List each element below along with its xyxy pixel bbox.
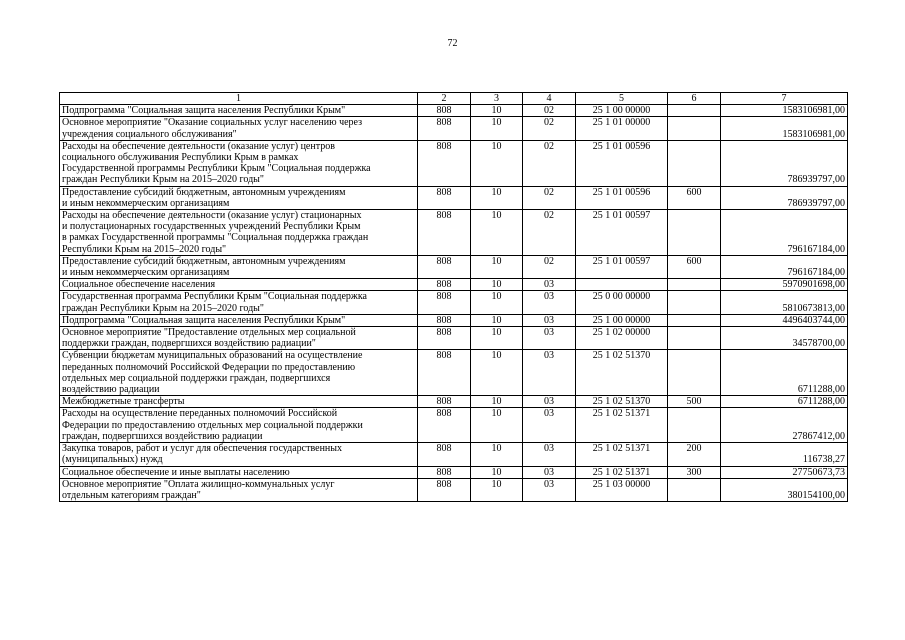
- row-code: 808: [418, 140, 471, 186]
- row-code: 808: [418, 210, 471, 256]
- header-col-3: 3: [471, 93, 523, 105]
- row-subsection: 02: [523, 186, 576, 209]
- row-name: Основное мероприятие "Оказание социальных услуг населению через учреждения социального обслуживания": [60, 117, 418, 140]
- row-subsection: 03: [523, 396, 576, 408]
- row-target-article: 25 1 01 00597: [576, 255, 668, 278]
- row-subsection: 03: [523, 327, 576, 350]
- row-subsection: 03: [523, 279, 576, 291]
- row-code: 808: [418, 350, 471, 396]
- row-expense-type: [668, 140, 721, 186]
- row-expense-type: [668, 105, 721, 117]
- row-subsection: 03: [523, 408, 576, 443]
- row-amount: 1583106981,00: [721, 105, 848, 117]
- row-code: 808: [418, 314, 471, 326]
- row-name: Межбюджетные трансферты: [60, 396, 418, 408]
- table-row: [60, 279, 848, 291]
- table-row: [60, 117, 848, 140]
- table-row: [60, 314, 848, 326]
- row-section: 10: [471, 408, 523, 443]
- row-code: 808: [418, 255, 471, 278]
- row-name: Социальное обеспечение населения: [60, 279, 418, 291]
- row-section: 10: [471, 314, 523, 326]
- row-name: Расходы на обеспечение деятельности (оказание услуг) стационарных и полустационарных государственных учреждений Республики Крым в рамках Государственной программы "Социальная поддержка граждан Республики Крым на 2015–2020 годы": [60, 210, 418, 256]
- table-row: [60, 210, 848, 256]
- row-target-article: 25 1 02 51371: [576, 443, 668, 466]
- table-row: [60, 396, 848, 408]
- row-amount: 786939797,00: [721, 140, 848, 186]
- header-col-5: 5: [576, 93, 668, 105]
- row-expense-type: 600: [668, 255, 721, 278]
- row-code: 808: [418, 443, 471, 466]
- table-row: [60, 443, 848, 466]
- row-expense-type: [668, 350, 721, 396]
- row-amount: 5810673813,00: [721, 291, 848, 314]
- row-name: Расходы на осуществление переданных полномочий Российской Федерации по предоставлению отдельных мер социальной поддержки граждан, подвергшихся воздействию радиации: [60, 408, 418, 443]
- row-subsection: 02: [523, 255, 576, 278]
- row-section: 10: [471, 396, 523, 408]
- row-section: 10: [471, 478, 523, 501]
- row-amount: 4496403744,00: [721, 314, 848, 326]
- row-amount: 796167184,00: [721, 255, 848, 278]
- row-target-article: 25 1 02 51370: [576, 396, 668, 408]
- row-code: 808: [418, 327, 471, 350]
- row-expense-type: [668, 291, 721, 314]
- row-target-article: 25 1 02 51371: [576, 408, 668, 443]
- row-name: Государственная программа Республики Крым "Социальная поддержка граждан Республики Крым на 2015–2020 годы": [60, 291, 418, 314]
- table-row: [60, 291, 848, 314]
- row-code: 808: [418, 117, 471, 140]
- table-row: [60, 350, 848, 396]
- row-section: 10: [471, 327, 523, 350]
- row-target-article: 25 1 02 00000: [576, 327, 668, 350]
- row-section: 10: [471, 443, 523, 466]
- row-amount: 27750673,73: [721, 466, 848, 478]
- row-code: 808: [418, 279, 471, 291]
- row-target-article: 25 1 01 00596: [576, 186, 668, 209]
- row-target-article: 25 1 00 00000: [576, 314, 668, 326]
- row-name: Закупка товаров, работ и услуг для обеспечения государственных (муниципальных) нужд: [60, 443, 418, 466]
- row-code: 808: [418, 105, 471, 117]
- row-target-article: 25 1 01 00597: [576, 210, 668, 256]
- header-col-6: 6: [668, 93, 721, 105]
- row-subsection: 02: [523, 117, 576, 140]
- budget-table: [59, 92, 848, 502]
- row-target-article: [576, 279, 668, 291]
- row-expense-type: 200: [668, 443, 721, 466]
- row-expense-type: [668, 327, 721, 350]
- row-amount: 6711288,00: [721, 396, 848, 408]
- table-row: [60, 105, 848, 117]
- row-amount: 796167184,00: [721, 210, 848, 256]
- row-name: Субвенции бюджетам муниципальных образований на осуществление переданных полномочий Российской Федерации по предоставлению отдельных мер социальной поддержки граждан, подвергшихся воздействию радиации: [60, 350, 418, 396]
- row-code: 808: [418, 291, 471, 314]
- row-section: 10: [471, 466, 523, 478]
- row-target-article: 25 1 02 51371: [576, 466, 668, 478]
- row-target-article: 25 0 00 00000: [576, 291, 668, 314]
- row-section: 10: [471, 117, 523, 140]
- row-target-article: 25 1 01 00596: [576, 140, 668, 186]
- row-subsection: 03: [523, 443, 576, 466]
- header-col-1: 1: [60, 93, 418, 105]
- header-row: [60, 93, 848, 105]
- row-subsection: 03: [523, 466, 576, 478]
- row-name: Подпрограмма "Социальная защита населения Республики Крым": [60, 314, 418, 326]
- row-target-article: 25 1 01 00000: [576, 117, 668, 140]
- row-expense-type: 300: [668, 466, 721, 478]
- row-expense-type: [668, 279, 721, 291]
- row-expense-type: [668, 314, 721, 326]
- row-target-article: 25 1 00 00000: [576, 105, 668, 117]
- row-amount: 786939797,00: [721, 186, 848, 209]
- row-code: 808: [418, 408, 471, 443]
- row-amount: 5970901698,00: [721, 279, 848, 291]
- row-subsection: 02: [523, 105, 576, 117]
- row-expense-type: 600: [668, 186, 721, 209]
- table-row: [60, 478, 848, 501]
- row-amount: 1583106981,00: [721, 117, 848, 140]
- page-number: 72: [447, 38, 458, 49]
- table-row: [60, 408, 848, 443]
- row-name: Предоставление субсидий бюджетным, автономным учреждениям и иным некоммерческим организациям: [60, 255, 418, 278]
- row-subsection: 02: [523, 140, 576, 186]
- row-name: Основное мероприятие "Предоставление отдельных мер социальной поддержки граждан, подвергшихся воздействию радиации": [60, 327, 418, 350]
- row-code: 808: [418, 466, 471, 478]
- row-amount: 116738,27: [721, 443, 848, 466]
- row-amount: 6711288,00: [721, 350, 848, 396]
- row-subsection: 03: [523, 314, 576, 326]
- row-name: Расходы на обеспечение деятельности (оказание услуг) центров социального обслуживания Республики Крым в рамках Государственной программы Республики Крым "Социальная поддержка граждан Республики Крым на 2015–2020 годы": [60, 140, 418, 186]
- row-name: Социальное обеспечение и иные выплаты населению: [60, 466, 418, 478]
- row-section: 10: [471, 105, 523, 117]
- row-section: 10: [471, 350, 523, 396]
- header-col-2: 2: [418, 93, 471, 105]
- row-expense-type: [668, 117, 721, 140]
- table-row: [60, 186, 848, 209]
- header-col-7: 7: [721, 93, 848, 105]
- row-target-article: 25 1 02 51370: [576, 350, 668, 396]
- row-section: 10: [471, 140, 523, 186]
- row-code: 808: [418, 396, 471, 408]
- header-col-4: 4: [523, 93, 576, 105]
- row-expense-type: [668, 408, 721, 443]
- row-subsection: 02: [523, 210, 576, 256]
- row-subsection: 03: [523, 478, 576, 501]
- row-expense-type: [668, 478, 721, 501]
- row-section: 10: [471, 255, 523, 278]
- row-code: 808: [418, 478, 471, 501]
- row-name: Основное мероприятие "Оплата жилищно-коммунальных услуг отдельным категориям граждан": [60, 478, 418, 501]
- row-amount: 380154100,00: [721, 478, 848, 501]
- table-row: [60, 466, 848, 478]
- row-code: 808: [418, 186, 471, 209]
- row-name: Предоставление субсидий бюджетным, автономным учреждениям и иным некоммерческим организациям: [60, 186, 418, 209]
- table-row: [60, 327, 848, 350]
- row-section: 10: [471, 210, 523, 256]
- row-amount: 27867412,00: [721, 408, 848, 443]
- row-section: 10: [471, 291, 523, 314]
- row-section: 10: [471, 279, 523, 291]
- row-amount: 34578700,00: [721, 327, 848, 350]
- table-row: [60, 140, 848, 186]
- row-subsection: 03: [523, 291, 576, 314]
- row-section: 10: [471, 186, 523, 209]
- row-target-article: 25 1 03 00000: [576, 478, 668, 501]
- row-name: Подпрограмма "Социальная защита населения Республики Крым": [60, 105, 418, 117]
- row-expense-type: 500: [668, 396, 721, 408]
- table-row: [60, 255, 848, 278]
- row-expense-type: [668, 210, 721, 256]
- row-subsection: 03: [523, 350, 576, 396]
